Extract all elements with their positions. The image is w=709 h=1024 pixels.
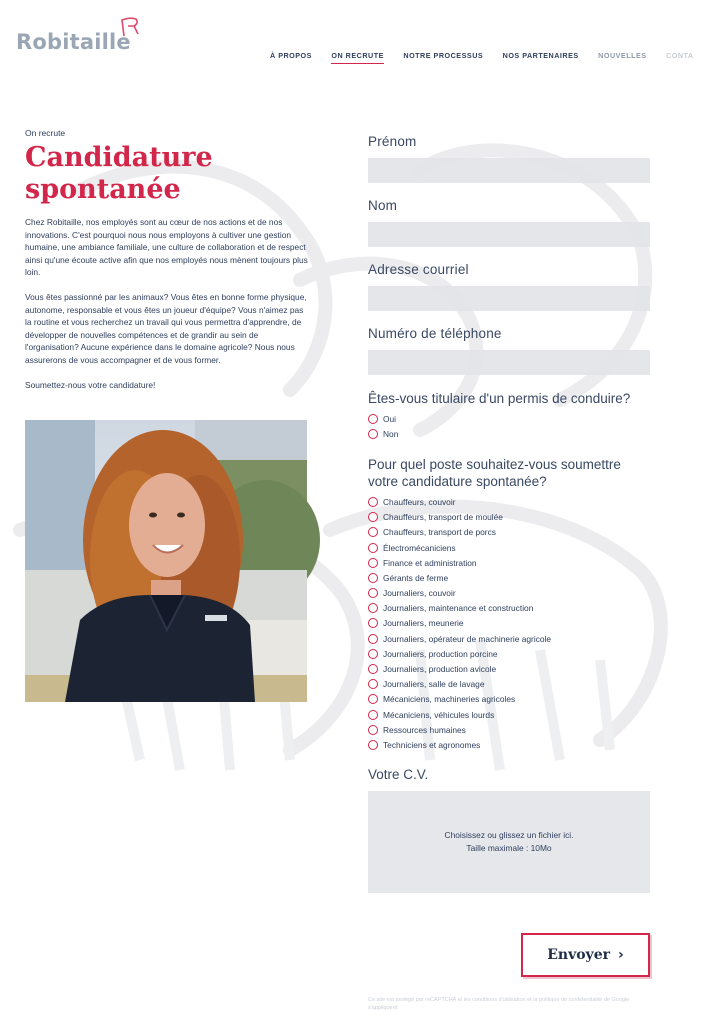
- position-question: Pour quel poste souhaitez-vous soumettre votre candidature spontanée?: [368, 457, 621, 490]
- phone-input[interactable]: [368, 350, 650, 375]
- first-name-input[interactable]: [368, 158, 650, 183]
- radio-label: Gérants de ferme: [383, 572, 449, 583]
- radio-button[interactable]: [368, 543, 378, 553]
- intro-paragraph-2: Vous êtes passionné par les animaux? Vous êtes en bonne forme physique, autonome, responsable et vous êtes un joueur d'équipe? Vous n'aimez pas la routine et vous recherchez un travail qui vous permettra d'apprendre, de développer de nouvelles compétences et de grandir au sein de l'organisation? Aucune expérience dans le domaine agricole? Nous nous assurerons de vous accompagner et de vous former.: [25, 291, 307, 365]
- position-option[interactable]: [368, 707, 650, 722]
- radio-label: Ressources humaines: [383, 724, 466, 735]
- radio-label: Mécaniciens, véhicules lourds: [383, 709, 495, 720]
- site-header: [0, 0, 694, 80]
- radio-button[interactable]: [368, 497, 378, 507]
- radio-label: Chauffeurs, transport de porcs: [383, 527, 496, 538]
- last-name-field: [368, 198, 650, 247]
- radio-button[interactable]: [368, 512, 378, 522]
- logo-r-icon: [120, 16, 140, 38]
- phone-field: [368, 326, 650, 375]
- submit-button[interactable]: [521, 933, 650, 977]
- cv-label: Votre C.V.: [368, 766, 429, 782]
- first-name-label: Prénom: [368, 134, 417, 149]
- position-options: [368, 494, 650, 752]
- radio-button[interactable]: [368, 725, 378, 735]
- nav-nos-partenaires[interactable]: NOS PARTENAIRES: [502, 51, 579, 60]
- dropzone-max-size: Taille maximale : 10Mo: [466, 842, 552, 853]
- nav-a-propos[interactable]: À PROPOS: [270, 51, 312, 60]
- email-input[interactable]: [368, 286, 650, 311]
- position-option[interactable]: [368, 677, 650, 692]
- email-field: [368, 262, 650, 311]
- radio-button[interactable]: [368, 634, 378, 644]
- radio-label: Journaliers, couvoir: [383, 588, 456, 599]
- position-option[interactable]: [368, 586, 650, 601]
- radio-button[interactable]: [368, 710, 378, 720]
- logo-wordmark: Robitaille: [16, 30, 131, 54]
- radio-label: Chauffeurs, transport de moulée: [383, 512, 503, 523]
- position-option[interactable]: [368, 555, 650, 570]
- radio-label: Électromécaniciens: [383, 542, 456, 553]
- radio-button[interactable]: [368, 558, 378, 568]
- robitaille-logo[interactable]: [16, 16, 146, 60]
- radio-button[interactable]: [368, 429, 378, 439]
- dropzone-instruction: Choisissez ou glissez un fichier ici.: [444, 830, 574, 841]
- radio-button[interactable]: [368, 679, 378, 689]
- radio-label: Journaliers, meunerie: [383, 618, 464, 629]
- radio-label: Oui: [383, 413, 397, 424]
- radio-button[interactable]: [368, 664, 378, 674]
- main-navigation: [270, 45, 694, 63]
- radio-button[interactable]: [368, 603, 378, 613]
- position-option[interactable]: [368, 601, 650, 616]
- position-option[interactable]: [368, 616, 650, 631]
- radio-button[interactable]: [368, 694, 378, 704]
- radio-label: Mécaniciens, machineries agricoles: [383, 694, 516, 705]
- position-option[interactable]: [368, 661, 650, 676]
- page-title: Candidature spontanée: [25, 142, 213, 205]
- phone-label: Numéro de téléphone: [368, 326, 502, 341]
- radio-label: Journaliers, opérateur de machinerie agricole: [383, 633, 552, 644]
- position-option[interactable]: [368, 540, 650, 555]
- position-option[interactable]: [368, 692, 650, 707]
- radio-button[interactable]: [368, 527, 378, 537]
- radio-button[interactable]: [368, 618, 378, 628]
- license-options: [368, 411, 650, 441]
- position-option[interactable]: [368, 722, 650, 737]
- position-option[interactable]: [368, 494, 650, 509]
- radio-button[interactable]: [368, 414, 378, 424]
- intro-paragraph-1: Chez Robitaille, nos employés sont au cœur de nos actions et de nos innovations. C'est pourquoi nous nous employons à cultiver une gestion humaine, une ambiance familiale, une culture de collaboration et de respect ainsi qu'une écoute active afin que nos employés nous mènent toujours plus loin.: [25, 217, 308, 278]
- position-option[interactable]: [368, 631, 650, 646]
- license-question: Êtes-vous titulaire d'un permis de conduire?: [368, 391, 631, 406]
- chevron-right-icon: ›: [617, 947, 624, 963]
- nav-notre-processus[interactable]: NOTRE PROCESSUS: [403, 51, 484, 60]
- eyebrow-label: On recrute: [25, 128, 66, 138]
- first-name-field: [368, 134, 650, 183]
- license-option-oui[interactable]: [368, 411, 650, 426]
- application-form: [368, 134, 650, 893]
- position-option[interactable]: [368, 525, 650, 540]
- radio-label: Journaliers, production porcine: [383, 648, 498, 659]
- intro-section: [25, 128, 315, 391]
- license-option-non[interactable]: [368, 426, 650, 441]
- intro-paragraph-3: Soumettez-nous votre candidature!: [25, 379, 156, 390]
- radio-label: Chauffeurs, couvoir: [383, 496, 456, 507]
- position-option[interactable]: [368, 646, 650, 661]
- position-option[interactable]: [368, 737, 650, 752]
- radio-label: Journaliers, production avicole: [383, 664, 497, 675]
- nav-nouvelles[interactable]: NOUVELLES: [598, 51, 647, 60]
- nav-contact[interactable]: CONTA: [666, 51, 694, 60]
- position-option[interactable]: [368, 510, 650, 525]
- radio-button[interactable]: [368, 740, 378, 750]
- cv-dropzone[interactable]: [368, 791, 650, 893]
- radio-label: Non: [383, 428, 399, 439]
- radio-button[interactable]: [368, 573, 378, 583]
- submit-label: Envoyer: [547, 947, 610, 963]
- radio-label: Journaliers, maintenance et construction: [383, 603, 534, 614]
- last-name-input[interactable]: [368, 222, 650, 247]
- radio-label: Journaliers, salle de lavage: [383, 679, 485, 690]
- radio-button[interactable]: [368, 588, 378, 598]
- radio-button[interactable]: [368, 649, 378, 659]
- position-option[interactable]: [368, 570, 650, 585]
- email-label: Adresse courriel: [368, 262, 469, 277]
- radio-label: Techniciens et agronomes: [383, 739, 481, 750]
- employee-photo: [25, 420, 307, 702]
- last-name-label: Nom: [368, 198, 398, 213]
- recaptcha-notice: Ce site est protégé par reCAPTCHA et les conditions d'utilisation et la politique de confidentialité de Google s'appliquent.: [368, 997, 630, 1011]
- nav-on-recrute[interactable]: ON RECRUTE: [331, 51, 384, 64]
- radio-label: Finance et administration: [383, 557, 477, 568]
